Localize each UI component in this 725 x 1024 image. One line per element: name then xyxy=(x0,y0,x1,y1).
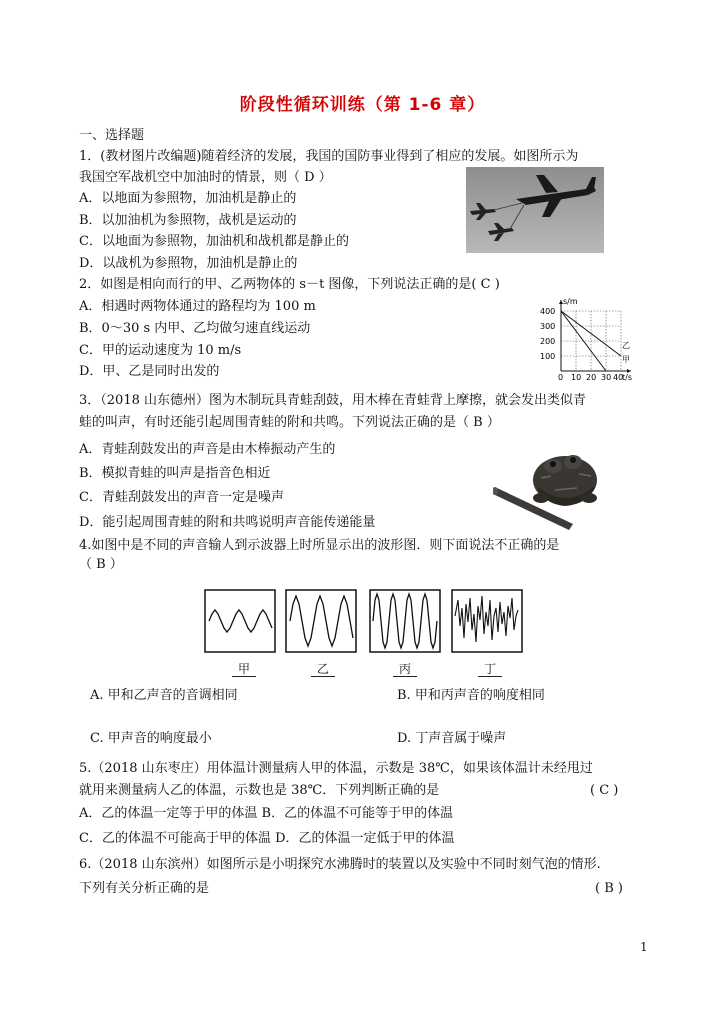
wooden-frog xyxy=(533,455,597,506)
scope-frame-jia xyxy=(205,590,275,652)
label-jia: 甲 xyxy=(622,355,630,364)
wave-ding xyxy=(455,596,518,642)
q2-option-a: A．相遇时两物体通过的路程均为 100 m xyxy=(79,299,316,314)
q1-stem-line1: 1．(教材图片改编题)随着经济的发展，我国的国防事业得到了相应的发展。如图所示为 xyxy=(79,149,579,164)
ytick-400: 400 xyxy=(540,307,556,316)
q2-stem: 2．如图是相向而行的甲、乙两物体的 s－t 图像，下列说法正确的是( C ) xyxy=(79,277,500,292)
wave-label-ding: 丁 xyxy=(478,660,502,677)
q1-stem-line2: 我国空军战机空中加油时的情景，则（ D ） xyxy=(79,170,332,185)
q4-option-b: B. 甲和丙声音的响度相同 xyxy=(397,688,545,703)
page-title: 阶段性循环训练（第 1-6 章） xyxy=(239,95,486,115)
q4-stem-line2: （ B ） xyxy=(79,557,123,572)
frog-scraper-image xyxy=(493,440,607,532)
ytick-100: 100 xyxy=(540,352,556,361)
wave-label-bing: 丙 xyxy=(393,660,417,677)
q5-answer: ( C ) xyxy=(590,783,619,798)
xtick-30: 30 xyxy=(601,373,612,382)
ytick-300: 300 xyxy=(540,322,556,331)
q1-option-c: C．以地面为参照物，加油机和战机都是静止的 xyxy=(79,234,349,249)
q3-option-a: A．青蛙刮鼓发出的声音是由木棒振动产生的 xyxy=(79,442,336,457)
wave-label-jia: 甲 xyxy=(232,660,256,677)
wave-yi xyxy=(290,596,353,646)
graph-ylabel: s/m xyxy=(563,297,578,306)
xtick-0: 0 xyxy=(558,373,564,382)
q3-option-c: C．青蛙刮鼓发出的声音一定是噪声 xyxy=(79,490,284,505)
q6-answer: ( B ) xyxy=(595,881,623,896)
q3-option-d: D．能引起周围青蛙的附和共鸣说明声音能传递能量 xyxy=(79,515,376,530)
q3-stem-line1: 3．（2018 山东德州）图为木制玩具青蛙刮鼓，用木棒在青蛙背上摩擦，就会发出类似青 xyxy=(79,393,586,408)
wave-bing xyxy=(373,594,437,648)
page-number: 1 xyxy=(640,940,648,954)
q3-option-b: B．模拟青蛙的叫声是指音色相近 xyxy=(79,466,271,481)
q4-option-c: C. 甲声音的响度最小 xyxy=(90,731,212,746)
ytick-200: 200 xyxy=(540,337,556,346)
section-heading: 一、选择题 xyxy=(79,128,145,143)
q6-stem-line2: 下列有关分析正确的是 xyxy=(79,881,210,896)
q4-option-a: A. 甲和乙声音的音调相同 xyxy=(90,688,238,703)
q4-option-d: D. 丁声音属于噪声 xyxy=(397,731,507,746)
label-yi: 乙 xyxy=(622,341,630,350)
graph-xlabel: t/s xyxy=(622,373,632,382)
q5-options-ab: A．乙的体温一定等于甲的体温 B．乙的体温不可能等于甲的体温 xyxy=(79,806,454,821)
q2-option-c: C．甲的运动速度为 10 m/s xyxy=(79,343,242,358)
q5-stem-line2: 就用来测量病人乙的体温，示数也是 38℃．下列判断正确的是 xyxy=(79,783,440,798)
q1-option-d: D．以战机为参照物，加油机是静止的 xyxy=(79,256,298,271)
xtick-40: 40 xyxy=(613,373,624,382)
q5-stem-line1: 5.（2018 山东枣庄）用体温计测量病人甲的体温，示数是 38℃，如果该体温计未经甩过 xyxy=(79,761,593,776)
q2-option-d: D．甲、乙是同时出发的 xyxy=(79,364,220,379)
xtick-20: 20 xyxy=(586,373,597,382)
q3-stem-line2: 蛙的叫声，有时还能引起周围青蛙的附和共鸣。下列说法正确的是（ B ） xyxy=(79,415,500,430)
q1-option-b: B．以加油机为参照物，战机是运动的 xyxy=(79,213,297,228)
graph-grid xyxy=(561,311,621,371)
wave-label-yi: 乙 xyxy=(311,660,335,677)
q6-stem-line1: 6.（2018 山东滨州）如图所示是小明探究水沸腾时的装置以及实验中不同时刻气泡的情形. xyxy=(79,857,601,872)
wave-jia xyxy=(209,610,272,632)
aerial-refueling-image xyxy=(466,167,604,253)
q2-option-b: B．0～30 s 内甲、乙均做匀速直线运动 xyxy=(79,321,311,336)
q4-stem-line1: 4.如图中是不同的声音输人到示波器上时所显示出的波形图．则下面说法不正确的是 xyxy=(79,538,560,553)
xtick-10: 10 xyxy=(571,373,582,382)
s-t-graph xyxy=(536,296,636,382)
q5-options-cd: C．乙的体温不可能高于甲的体温 D．乙的体温一定低于甲的体温 xyxy=(79,831,455,846)
q1-option-a: A．以地面为参照物，加油机是静止的 xyxy=(79,191,297,206)
